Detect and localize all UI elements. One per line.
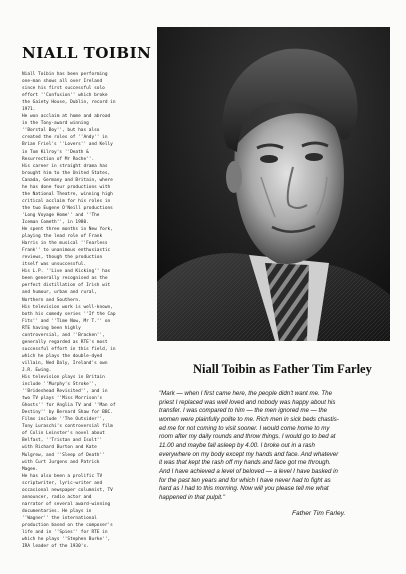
- photo-caption: Niall Toibin as Father Tim Farley: [193, 362, 372, 376]
- actor-name-heading: NIALL TOIBIN: [22, 44, 152, 62]
- character-quote: "Mark — when I first came here, the people didn't want me. The priest I replaced was well loved and nobody was happy about his transfer. I was compared to him — the men ignored me — the women were plainfully polite to me. Rich men in sick beds chastis- ed me for not coming to visit sooner. I would come home to my room after my daily rounds and throw things. I would go to bed at 11.00 and maybe fall asleep by 4.00. I broke out in a rash everywhere on my body except my hands and face. And whatever it was that kept the rash off my hands and face got me through. And I have achieved a level of beloved — a level I have basked in for the past ten years and for which I have never had to fight as hard as I had to this morning. Now will you please tell me what happened in that pulpit.": [159, 390, 339, 501]
- portrait-illustration: [157, 27, 390, 341]
- actor-portrait-photo: [157, 27, 390, 341]
- quote-attribution: Father Tim Farley.: [292, 510, 346, 517]
- actor-biography: Niall Toibin has been performing one-man shows all over Ireland since his first successful solo effort ''Confusion'' which broke the Gaiety House, Dublin, record in 1971. He won acclaim at home and abroad in the Tony-award winning ''Borstal Boy'', but has also created the roles of ''Andy'' in Brian Friel's ''Lovers'' and Kelly in Tom Kilroy's ''Death & Resurrection of Mr Roche''. His career in straight drama has brought him to the United States, Canada, Germany and Britain, where he has done four productions with the National Theatre, winning high critical acclaim for his roles in the two Eugene O'Neill productions 'Long Voyage Home'' and ''The Iceman Cometh'', in 1980. He spent three months in New York, playing the lead role of Frank Harris in the musical ''Fearless Frank'' to unanimous enthusiastic reviews, though the production itself was unsuccessful. His L.P. ''Live and Kicking'' has been generally recognised as the perfect distillation of Irish wit and humour, urban and rural, Northern and Southern. His television work is well-known, both his comedy series ''If the Cap Fits'' and ''Time Now, Mr T.'' on RTE having been highly controversial, and ''Bracken'', generally regarded as RTE's most successful effort in this field, in which he plays the double-dyed villain, Ned Daly, Ireland's own J.R. Ewing. His television plays in Britain include ''Murphy's Stroke'', ''Brideshead Revisited'', and in two TV plays ''Miss Morrison's Ghosts'' for Anglia TV and ''Man of Destiny'' by Bernard Shaw for BBC. Films include ''The Outsider'', Tony Luraschi's controversial film of Colin Leinster's novel about Belfast, ''Tristan and Isolt'' with Richard Burton and Kate Mulgrew, and ''Sleep of Death'' with Curt Jurgens and Patrick Magee. He has also been a prolific TV scriptwriter, lyric-writer and occasional newspaper columnist, TV announcer, radio actor and narrator of several award-winning documentaries. He plays in ''Wagner'' the international production based on the composer's life and in ''Spies'' for RTE in which he plays ''Stephen Burke'', IRA leader of the 1930's.: [22, 72, 116, 550]
